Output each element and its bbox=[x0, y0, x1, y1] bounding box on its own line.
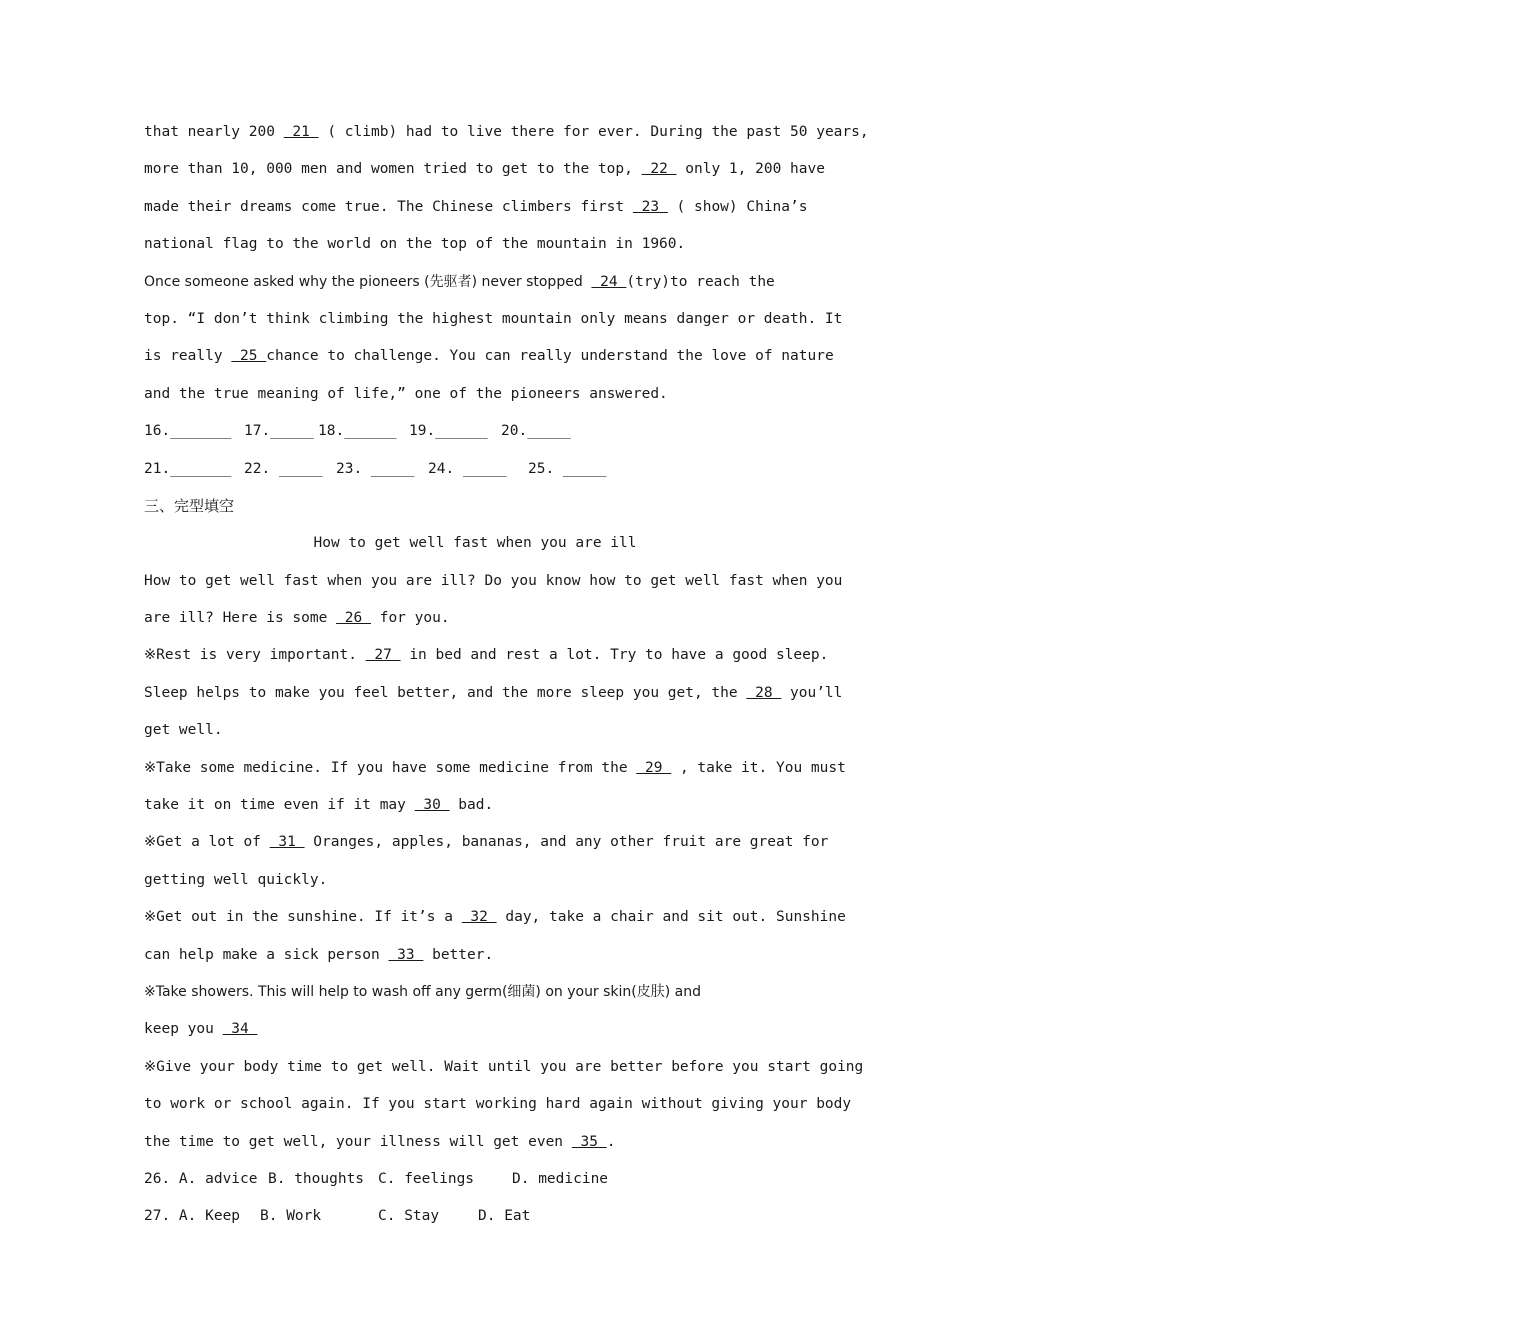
text-run: is really bbox=[144, 348, 223, 365]
answer-row-2 bbox=[144, 451, 806, 488]
option-26-c[interactable]: C. feelings bbox=[378, 1170, 475, 1187]
blank-26[interactable]: 26 bbox=[336, 610, 371, 627]
passage2-line-10 bbox=[144, 899, 846, 936]
answer-blank-17[interactable]: 17._____ bbox=[244, 423, 314, 440]
passage1-line-3 bbox=[144, 189, 806, 226]
text-run: Sleep helps to make you feel better, and the more sleep you get, the bbox=[144, 684, 738, 701]
passage1-line-8: and the true meaning of life,” one of the pioneers answered. bbox=[144, 385, 668, 402]
option-27-d[interactable]: D. Eat bbox=[478, 1208, 531, 1225]
text-run: bad. bbox=[458, 797, 494, 814]
text-run: ( show) China’s bbox=[676, 198, 808, 215]
blank-32[interactable]: 32 bbox=[461, 909, 497, 926]
text-run: that nearly 200 bbox=[144, 124, 284, 140]
passage1-line-2 bbox=[144, 151, 825, 188]
answer-blank-24[interactable]: 24. _____ bbox=[428, 460, 507, 477]
text-run: ※Rest is very important. bbox=[144, 647, 357, 664]
text-run: made their dreams come true. The Chinese climbers first bbox=[144, 198, 625, 215]
passage2-line-2 bbox=[144, 600, 806, 637]
passage2-line-8 bbox=[144, 824, 829, 861]
blank-27[interactable]: 27 bbox=[365, 647, 401, 664]
passage1-line-1 bbox=[144, 114, 869, 151]
option-26-a[interactable]: 26. A. advice bbox=[144, 1170, 258, 1187]
option-26-d[interactable]: D. medicine bbox=[512, 1170, 609, 1187]
blank-28[interactable]: 28 bbox=[746, 684, 782, 701]
blank-31[interactable]: 31 bbox=[269, 834, 305, 851]
answer-blank-18[interactable]: 18.______ bbox=[318, 423, 397, 440]
text-run: (try)to reach the bbox=[626, 273, 775, 290]
option-27-a[interactable]: 27. A. Keep bbox=[144, 1208, 241, 1225]
answer-row-1 bbox=[144, 413, 806, 450]
option-27-b[interactable]: B. Work bbox=[260, 1208, 322, 1225]
passage2-line-9: getting well quickly. bbox=[144, 871, 328, 888]
passage2-line-4 bbox=[144, 675, 843, 712]
blank-24[interactable]: 24 bbox=[591, 273, 627, 290]
passage2-line-16 bbox=[144, 1124, 806, 1161]
text-run: the time to get well, your illness will get even bbox=[144, 1133, 564, 1150]
text-run: only 1, 200 have bbox=[685, 161, 825, 178]
text-run: for you. bbox=[379, 610, 450, 627]
answer-blank-16[interactable]: 16._______ bbox=[144, 423, 232, 440]
passage2-line-11 bbox=[144, 937, 806, 974]
blank-30[interactable]: 30 bbox=[414, 797, 450, 814]
text-run: day, take a chair and sit out. Sunshine bbox=[505, 909, 846, 926]
blank-34[interactable]: 34 bbox=[222, 1021, 258, 1038]
passage2-line-5: get well. bbox=[144, 722, 223, 739]
passage1-line-6: top. “I don’t think climbing the highest mountain only means danger or death. It bbox=[144, 310, 843, 327]
text-run: chance to challenge. You can really understand the love of nature bbox=[266, 348, 834, 365]
text-run: you’ll bbox=[790, 684, 843, 701]
blank-29[interactable]: 29 bbox=[636, 759, 672, 776]
passage2-line-3 bbox=[144, 637, 829, 674]
passage1-line-5 bbox=[144, 264, 806, 301]
text-run: ※Get out in the sunshine. If it’s a bbox=[144, 909, 453, 926]
question-26-options bbox=[144, 1161, 806, 1198]
text-run: in bed and rest a lot. Try to have a good sleep. bbox=[409, 647, 829, 664]
answer-blank-20[interactable]: 20._____ bbox=[501, 423, 571, 440]
passage2-line-7 bbox=[144, 787, 806, 824]
text-run: are ill? Here is some bbox=[144, 610, 328, 627]
answer-blank-22[interactable]: 22. _____ bbox=[244, 460, 323, 477]
answer-blank-19[interactable]: 19.______ bbox=[409, 423, 488, 440]
text-run: better. bbox=[432, 946, 494, 963]
text-run: can help make a sick person bbox=[144, 946, 380, 963]
text-run: take it on time even if it may bbox=[144, 797, 406, 814]
text-run: . bbox=[606, 1133, 616, 1150]
question-27-options bbox=[144, 1198, 806, 1235]
text-run: ※Take some medicine. If you have some medicine from the bbox=[144, 759, 628, 776]
option-26-b[interactable]: B. thoughts bbox=[268, 1170, 365, 1187]
blank-33[interactable]: 33 bbox=[388, 946, 424, 963]
blank-21[interactable]: 21 bbox=[283, 124, 319, 140]
blank-22[interactable]: 22 bbox=[641, 161, 677, 178]
passage2-line-6 bbox=[144, 750, 846, 787]
passage2-title: How to get well fast when you are ill bbox=[313, 535, 637, 552]
answer-blank-25[interactable]: 25. _____ bbox=[528, 460, 607, 477]
blank-25[interactable]: 25 bbox=[231, 348, 267, 365]
passage1-line-4: national flag to the world on the top of the mountain in 1960. bbox=[144, 236, 686, 253]
passage2-line-15: to work or school again. If you start working hard again without giving your body bbox=[144, 1096, 852, 1113]
text-run: Oranges, apples, bananas, and any other fruit are great for bbox=[313, 834, 829, 851]
passage2-line-14: ※Give your body time to get well. Wait until you are better before you start going bbox=[144, 1058, 864, 1075]
blank-23[interactable]: 23 bbox=[632, 198, 668, 215]
text-run: ( climb) had to live there for ever. During the past 50 years, bbox=[327, 124, 869, 140]
blank-35[interactable]: 35 bbox=[571, 1133, 607, 1150]
passage2-line-1: How to get well fast when you are ill? Do you know how to get well fast when you bbox=[144, 572, 843, 589]
text-run: Once someone asked why the pioneers (先驱者) never stopped bbox=[144, 273, 583, 290]
document-page bbox=[144, 114, 869, 1236]
text-run: more than 10, 000 men and women tried to get to the top, bbox=[144, 161, 633, 178]
passage2-line-12: ※Take showers. This will help to wash off any germ(细菌) on your skin(皮肤) and bbox=[144, 983, 702, 1000]
section-heading: 三、完型填空 bbox=[144, 496, 235, 515]
text-run: , take it. You must bbox=[679, 759, 846, 776]
answer-blank-23[interactable]: 23. _____ bbox=[336, 460, 415, 477]
passage1-line-7 bbox=[144, 338, 834, 375]
answer-blank-21[interactable]: 21._______ bbox=[144, 460, 232, 477]
passage2-line-13 bbox=[144, 1011, 806, 1048]
text-run: keep you bbox=[144, 1021, 214, 1038]
option-27-c[interactable]: C. Stay bbox=[378, 1208, 440, 1225]
text-run: ※Get a lot of bbox=[144, 834, 261, 851]
